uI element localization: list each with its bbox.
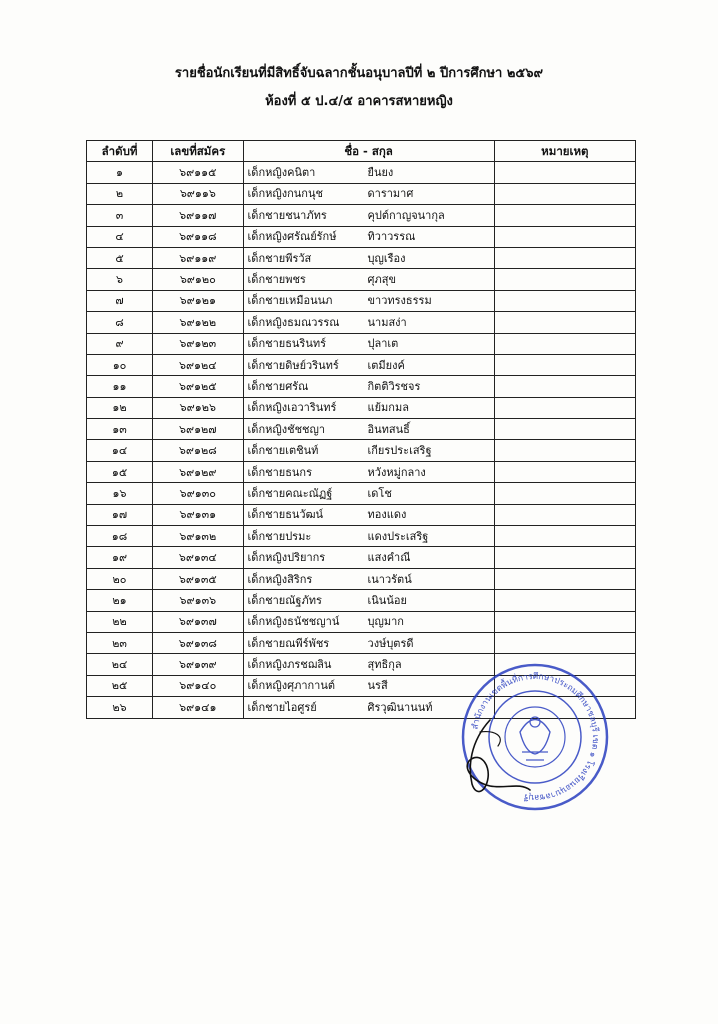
student-last-name: เกียรประเสริฐ xyxy=(364,440,495,461)
row-number: ๑๔ xyxy=(87,440,153,461)
student-last-name: ศุภสุข xyxy=(364,269,495,290)
row-note xyxy=(494,526,635,547)
table-row xyxy=(87,419,636,440)
student-first-name: เด็กหญิงปริยากร xyxy=(243,547,363,568)
student-first-name: เด็กชายธนรินทร์ xyxy=(243,333,363,354)
student-first-name: เด็กชายศรัณ xyxy=(243,376,363,397)
application-number: ๖๙๑๒๕ xyxy=(153,376,243,397)
application-number: ๖๙๑๒๐ xyxy=(153,269,243,290)
application-number: ๖๙๑๓๙ xyxy=(153,654,243,675)
row-number: ๑ xyxy=(87,162,153,183)
student-last-name: เนาวรัตน์ xyxy=(364,568,495,589)
table-row xyxy=(87,183,636,204)
student-last-name: ดารามาศ xyxy=(364,183,495,204)
row-number: ๒๐ xyxy=(87,568,153,589)
row-number: ๓ xyxy=(87,205,153,226)
row-note xyxy=(494,590,635,611)
row-note xyxy=(494,504,635,525)
application-number: ๖๙๑๑๕ xyxy=(153,162,243,183)
application-number: ๖๙๑๓๕ xyxy=(153,568,243,589)
student-first-name: เด็กชายพชร xyxy=(243,269,363,290)
svg-text:สำนักงานเขตพื้นที่การศึกษาประถ: สำนักงานเขตพื้นที่การศึกษาประถมศึกษาชลบุรี เขต ๑ โรงเรียนอนุบาลชลบุรี xyxy=(470,671,601,803)
row-number: ๑๓ xyxy=(87,419,153,440)
row-note xyxy=(494,312,635,333)
student-last-name: นรสี xyxy=(364,675,495,696)
row-note xyxy=(494,290,635,311)
table-row xyxy=(87,162,636,183)
table-row xyxy=(87,354,636,375)
row-note xyxy=(494,183,635,204)
row-number: ๒๓ xyxy=(87,632,153,653)
application-number: ๖๙๑๒๗ xyxy=(153,419,243,440)
student-first-name: เด็กชายชนาภัทร xyxy=(243,205,363,226)
application-number: ๖๙๑๒๘ xyxy=(153,440,243,461)
table-row xyxy=(87,269,636,290)
row-note xyxy=(494,354,635,375)
application-number: ๖๙๑๒๙ xyxy=(153,461,243,482)
application-number: ๖๙๑๓๖ xyxy=(153,590,243,611)
row-note xyxy=(494,440,635,461)
row-note xyxy=(494,205,635,226)
row-number: ๕ xyxy=(87,247,153,268)
row-number: ๑๗ xyxy=(87,504,153,525)
row-note xyxy=(494,397,635,418)
table-row xyxy=(87,483,636,504)
row-number: ๘ xyxy=(87,312,153,333)
table-row xyxy=(87,376,636,397)
student-first-name: เด็กชายณัฐภัทร xyxy=(243,590,363,611)
student-last-name: ศิรวุฒินานนท์ xyxy=(364,697,495,718)
student-first-name: เด็กหญิงกนกนุช xyxy=(243,183,363,204)
student-last-name: แดงประเสริฐ xyxy=(364,526,495,547)
student-first-name: เด็กหญิงศรัณย์รักษ์ xyxy=(243,226,363,247)
student-first-name: เด็กชายปรมะ xyxy=(243,526,363,547)
student-last-name: สุทธิกุล xyxy=(364,654,495,675)
application-number: ๖๙๑๒๒ xyxy=(153,312,243,333)
student-last-name: กิตติวิรชจร xyxy=(364,376,495,397)
row-number: ๒๑ xyxy=(87,590,153,611)
row-note xyxy=(494,483,635,504)
student-first-name: เด็กหญิงธมณวรรณ xyxy=(243,312,363,333)
application-number: ๖๙๑๓๗ xyxy=(153,611,243,632)
student-last-name: อินทสนธิ์ xyxy=(364,419,495,440)
row-note xyxy=(494,247,635,268)
table-row xyxy=(87,611,636,632)
student-last-name: ขาวทรงธรรม xyxy=(364,290,495,311)
row-note xyxy=(494,632,635,653)
application-number: ๖๙๑๓๒ xyxy=(153,526,243,547)
table-row xyxy=(87,397,636,418)
student-first-name: เด็กชายณพีร์พัชร xyxy=(243,632,363,653)
student-last-name: เดโช xyxy=(364,483,495,504)
student-last-name: แสงคำณี xyxy=(364,547,495,568)
application-number: ๖๙๑๑๘ xyxy=(153,226,243,247)
table-row xyxy=(87,590,636,611)
student-first-name: เด็กหญิงชัชชญา xyxy=(243,419,363,440)
table-row xyxy=(87,504,636,525)
student-last-name: หวังหมู่กลาง xyxy=(364,461,495,482)
student-last-name: ปุลาเต xyxy=(364,333,495,354)
student-first-name: เด็กหญิงธนัชชญาน์ xyxy=(243,611,363,632)
student-last-name: คุปต์กาญจนากุล xyxy=(364,205,495,226)
table-row xyxy=(87,526,636,547)
application-number: ๖๙๑๔๑ xyxy=(153,697,243,718)
row-note xyxy=(494,333,635,354)
row-number: ๙ xyxy=(87,333,153,354)
student-last-name: แย้มกมล xyxy=(364,397,495,418)
col-header-app-no: เลขที่สมัคร xyxy=(153,141,243,162)
col-header-no: ลำดับที่ xyxy=(87,141,153,162)
student-last-name: ทิวาวรรณ xyxy=(364,226,495,247)
application-number: ๖๙๑๒๔ xyxy=(153,354,243,375)
row-number: ๑๘ xyxy=(87,526,153,547)
student-first-name: เด็กชายพีรวัส xyxy=(243,247,363,268)
row-number: ๑๑ xyxy=(87,376,153,397)
application-number: ๖๙๑๔๐ xyxy=(153,675,243,696)
student-last-name: บุญเรือง xyxy=(364,247,495,268)
student-last-name: เตมียงค์ xyxy=(364,354,495,375)
application-number: ๖๙๑๓๑ xyxy=(153,504,243,525)
student-last-name: บุญมาก xyxy=(364,611,495,632)
row-number: ๖ xyxy=(87,269,153,290)
application-number: ๖๙๑๑๗ xyxy=(153,205,243,226)
student-last-name: ทองแดง xyxy=(364,504,495,525)
student-first-name: เด็กชายธนกร xyxy=(243,461,363,482)
student-last-name: เนินน้อย xyxy=(364,590,495,611)
row-number: ๒๒ xyxy=(87,611,153,632)
application-number: ๖๙๑๒๓ xyxy=(153,333,243,354)
row-note xyxy=(494,269,635,290)
col-header-name: ชื่อ - สกุล xyxy=(243,141,494,162)
row-number: ๒ xyxy=(87,183,153,204)
table-row xyxy=(87,568,636,589)
student-first-name: เด็กหญิงสิริกร xyxy=(243,568,363,589)
student-first-name: เด็กหญิงเอวารินทร์ xyxy=(243,397,363,418)
application-number: ๖๙๑๓๐ xyxy=(153,483,243,504)
row-number: ๑๒ xyxy=(87,397,153,418)
application-number: ๖๙๑๒๑ xyxy=(153,290,243,311)
row-note xyxy=(494,419,635,440)
student-first-name: เด็กหญิงคนิตา xyxy=(243,162,363,183)
handwritten-signature xyxy=(450,712,540,802)
table-row xyxy=(87,461,636,482)
student-first-name: เด็กหญิงภรชฌลิน xyxy=(243,654,363,675)
student-table xyxy=(86,140,636,719)
student-first-name: เด็กชายไอศูรย์ xyxy=(243,697,363,718)
row-number: ๑๖ xyxy=(87,483,153,504)
col-header-note: หมายเหตุ xyxy=(494,141,635,162)
student-first-name: เด็กชายเตชินท์ xyxy=(243,440,363,461)
row-number: ๑๙ xyxy=(87,547,153,568)
row-number: ๗ xyxy=(87,290,153,311)
application-number: ๖๙๑๑๙ xyxy=(153,247,243,268)
row-number: ๔ xyxy=(87,226,153,247)
student-first-name: เด็กชายเหมือนนภ xyxy=(243,290,363,311)
table-header-row xyxy=(87,141,636,162)
student-first-name: เด็กหญิงศุภากานต์ xyxy=(243,675,363,696)
application-number: ๖๙๑๓๔ xyxy=(153,547,243,568)
table-row xyxy=(87,547,636,568)
student-last-name: ยืนยง xyxy=(364,162,495,183)
table-row xyxy=(87,247,636,268)
table-row xyxy=(87,226,636,247)
student-first-name: เด็กชายธนวัฒน์ xyxy=(243,504,363,525)
row-note xyxy=(494,611,635,632)
row-number: ๑๕ xyxy=(87,461,153,482)
room-subtitle: ห้องที่ ๕ ป.๔/๕ อาคารสหายหญิง xyxy=(265,94,453,109)
application-number: ๖๙๑๒๖ xyxy=(153,397,243,418)
table-row xyxy=(87,333,636,354)
row-note xyxy=(494,226,635,247)
row-number: ๒๕ xyxy=(87,675,153,696)
row-note xyxy=(494,162,635,183)
table-row xyxy=(87,290,636,311)
student-first-name: เด็กชายดิษย์วรินทร์ xyxy=(243,354,363,375)
application-number: ๖๙๑๑๖ xyxy=(153,183,243,204)
row-number: ๒๖ xyxy=(87,697,153,718)
row-note xyxy=(494,461,635,482)
document-title: รายชื่อนักเรียนที่มีสิทธิ์จับฉลากชั้นอนุบาลปีที่ ๒ ปีการศึกษา ๒๕๖๙ xyxy=(174,66,544,81)
row-note xyxy=(494,568,635,589)
student-first-name: เด็กชายคณะณัฏฐ์ xyxy=(243,483,363,504)
table-row xyxy=(87,440,636,461)
row-note xyxy=(494,547,635,568)
row-number: ๒๔ xyxy=(87,654,153,675)
application-number: ๖๙๑๓๘ xyxy=(153,632,243,653)
table-row xyxy=(87,312,636,333)
student-last-name: นามสง่า xyxy=(364,312,495,333)
student-last-name: วงษ์บุตรดี xyxy=(364,632,495,653)
table-row xyxy=(87,205,636,226)
row-note xyxy=(494,376,635,397)
row-number: ๑๐ xyxy=(87,354,153,375)
table-row xyxy=(87,632,636,653)
